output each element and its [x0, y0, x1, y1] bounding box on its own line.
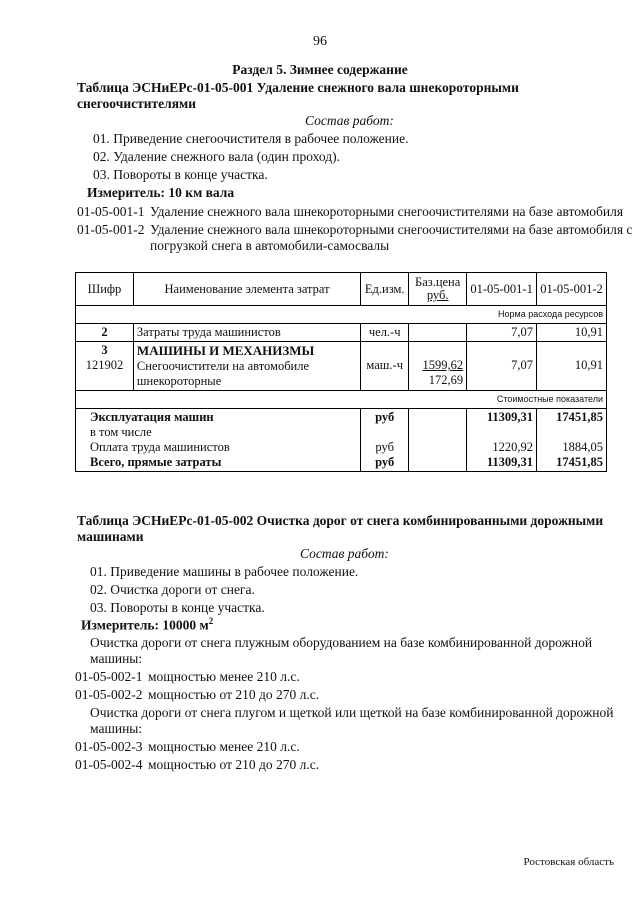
- page-number: 96: [313, 34, 327, 49]
- row-unit: [361, 342, 409, 391]
- table2-group1-l1: Очистка дороги от снега плужным оборудованием на базе комбинированной дорожной: [90, 635, 593, 650]
- table2-code: 01-05-002-2: [75, 687, 143, 702]
- machine-name-l2: шнекороторные: [136, 374, 222, 388]
- table2-work-item: 03. Повороты в конце участка.: [90, 600, 265, 615]
- table2-measure: [81, 616, 213, 634]
- header-col2: 01-05-001-2: [537, 273, 607, 306]
- row-unit: чел.-ч: [361, 324, 409, 342]
- table2-group2-l1: Очистка дороги от снега плугом и щеткой или щеткой на базе комбинированной дорожной: [90, 705, 614, 720]
- table2-work-header: Состав работ:: [300, 546, 389, 561]
- exploit-unit: руб: [375, 410, 395, 424]
- cost-label: Стоимостные показатели: [76, 391, 607, 409]
- table1-title-line2: снегоочистителями: [77, 96, 196, 111]
- table1-work-item: 02. Удаление снежного вала (один проход).: [93, 149, 340, 164]
- header-price-l2: руб.: [426, 288, 449, 302]
- header-name: Наименование элемента затрат: [133, 273, 360, 306]
- row-value2: [537, 342, 607, 391]
- row-value1: 7,07: [467, 324, 537, 342]
- summary-values2: [537, 409, 607, 472]
- header-code: Шифр: [76, 273, 134, 306]
- table2-work-item: 01. Приведение машины в рабочее положение.: [90, 564, 359, 579]
- group-code: 3: [101, 343, 108, 357]
- header-col1: 01-05-001-1: [467, 273, 537, 306]
- table2-title-line1: Таблица ЭСНиЕРс-01-05-002 Очистка дорог от снега комбинированными дорожными: [77, 513, 604, 528]
- summary-values1: [467, 409, 537, 472]
- machine-code: 121902: [85, 358, 124, 372]
- measure-sup: 2: [208, 616, 214, 626]
- machine-name-l1: Снегоочистители на автомобиле: [136, 359, 310, 373]
- table2-code-desc: мощностью менее 210 л.с.: [148, 739, 300, 754]
- table1-code-desc-cont: погрузкой снега в автомобили-самосвалы: [150, 238, 390, 253]
- exploit-name: Эксплуатация машин: [90, 410, 214, 424]
- summary-units: [361, 409, 409, 472]
- machine-price2: 172,69: [428, 373, 464, 387]
- table2-code: 01-05-002-4: [75, 757, 143, 772]
- table1-code-desc: Удаление снежного вала шнекороторными снегоочистителями на базе автомобиля: [150, 204, 624, 219]
- row-name: [133, 342, 360, 391]
- table1-code: 01-05-001-2: [77, 222, 145, 237]
- exploit-v2: 17451,85: [556, 410, 603, 424]
- summary-price: [409, 409, 467, 472]
- row-code: [76, 342, 134, 391]
- summary-cell: [76, 409, 361, 472]
- row-name: Затраты труда машинистов: [133, 324, 360, 342]
- measure-text: Измеритель: 10000 м: [81, 617, 209, 633]
- table-row: [76, 409, 607, 472]
- norm-label: Норма расхода ресурсов: [76, 306, 607, 324]
- table-header-row: [76, 273, 607, 306]
- machine-value1: 7,07: [511, 358, 534, 372]
- machine-price1: 1599,62: [422, 358, 464, 372]
- total-v1: 11309,31: [486, 455, 534, 469]
- pay-name: Оплата труда машинистов: [90, 440, 230, 454]
- table1-code-desc: Удаление снежного вала шнекороторными снегоочистителями на базе автомобиля с: [150, 222, 633, 237]
- table2-group2-l2: машины:: [90, 721, 143, 736]
- total-unit: руб: [375, 455, 395, 469]
- machine-unit: маш.-ч: [366, 358, 403, 372]
- table2-code-desc: мощностью от 210 до 270 л.с.: [148, 687, 320, 702]
- table1-title-line1: Таблица ЭСНиЕРс-01-05-001 Удаление снежного вала шнекороторными: [77, 80, 519, 95]
- row-value2: 10,91: [537, 324, 607, 342]
- table2-group1-l2: машины:: [90, 651, 143, 666]
- incl-name: в том числе: [90, 425, 152, 439]
- row-code: 2: [76, 324, 134, 342]
- table2-code: 01-05-002-3: [75, 739, 143, 754]
- row-price: [409, 324, 467, 342]
- table2-code-desc: мощностью от 210 до 270 л.с.: [148, 757, 320, 772]
- table2-code: 01-05-002-1: [75, 669, 143, 684]
- group-name: МАШИНЫ И МЕХАНИЗМЫ: [136, 343, 315, 358]
- table1-code: 01-05-001-1: [77, 204, 145, 219]
- table1-measure: Измеритель: 10 км вала: [87, 185, 235, 200]
- pay-unit: руб: [375, 440, 394, 454]
- section-title: Раздел 5. Зимнее содержание: [232, 62, 408, 77]
- cost-label-row: [76, 391, 607, 409]
- norm-label-row: [76, 306, 607, 324]
- table2-code-desc: мощностью менее 210 л.с.: [148, 669, 300, 684]
- table-row: [76, 342, 607, 391]
- total-name: Всего, прямые затраты: [90, 455, 222, 469]
- header-price: [409, 273, 467, 306]
- table-row: [76, 324, 607, 342]
- machine-value2: 10,91: [574, 358, 603, 372]
- table2-title-line2: машинами: [77, 529, 144, 544]
- row-price: [409, 342, 467, 391]
- pay-v1: 1220,92: [492, 440, 534, 454]
- header-price-l1: Баз.цена: [415, 275, 461, 289]
- resource-table: [75, 272, 607, 472]
- pay-v2: 1884,05: [562, 440, 603, 454]
- table1-work-item: 01. Приведение снегоочистителя в рабочее положение.: [93, 131, 409, 146]
- total-v2: 17451,85: [556, 455, 603, 469]
- table2-work-item: 02. Очистка дороги от снега.: [90, 582, 255, 597]
- table1-work-header: Состав работ:: [305, 113, 394, 128]
- footer-region: Ростовская область: [523, 856, 614, 868]
- header-unit: Ед.изм.: [361, 273, 409, 306]
- table1-work-item: 03. Повороты в конце участка.: [93, 167, 268, 182]
- row-value1: [467, 342, 537, 391]
- exploit-v1: 11309,31: [486, 410, 534, 424]
